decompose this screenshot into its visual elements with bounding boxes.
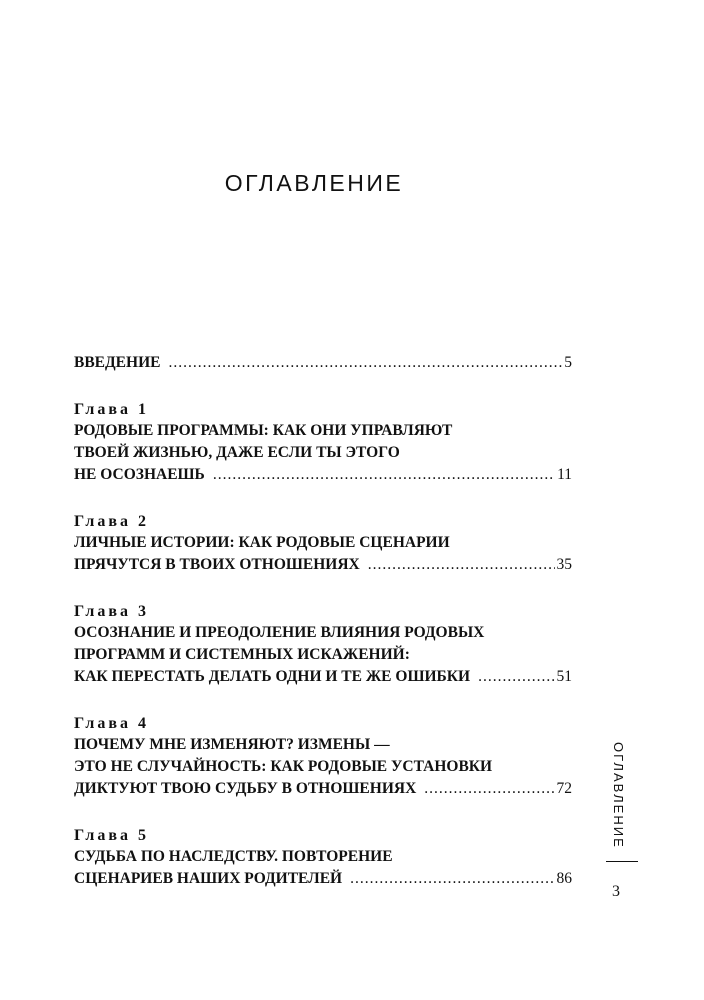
chapter-label: Глава 1	[74, 401, 149, 418]
dot-leader	[478, 666, 554, 688]
toc-entry-chapter-1	[74, 400, 572, 486]
page-number: 72	[556, 780, 572, 797]
toc-entry-line	[74, 352, 572, 374]
page-number: 51	[556, 668, 572, 685]
chapter-title-line: РОДОВЫЕ ПРОГРАММЫ: КАК ОНИ УПРАВЛЯЮТ	[74, 422, 453, 439]
running-head-rule	[606, 861, 638, 862]
toc-entry-line	[74, 554, 572, 576]
page-title: ОГЛАВЛЕНИЕ	[224, 170, 404, 196]
dot-leader	[368, 554, 555, 576]
running-head: ОГЛАВЛЕНИЕ	[611, 742, 626, 849]
chapter-title-line: ОСОЗНАНИЕ И ПРЕОДОЛЕНИЕ ВЛИЯНИЯ РОДОВЫХ	[74, 624, 485, 641]
toc-entry-line	[74, 666, 572, 688]
chapter-title-line: ЛИЧНЫЕ ИСТОРИИ: КАК РОДОВЫЕ СЦЕНАРИИ	[74, 534, 450, 551]
chapter-title-line: ТВОЕЙ ЖИЗНЬЮ, ДАЖЕ ЕСЛИ ТЫ ЭТОГО	[74, 444, 400, 461]
table-of-contents	[74, 352, 572, 890]
chapter-title-line: ДИКТУЮТ ТВОЮ СУДЬБУ В ОТНОШЕНИЯХ	[74, 780, 417, 797]
toc-entry-chapter-2	[74, 512, 572, 576]
toc-entry-line	[74, 868, 572, 890]
chapter-title-line: ПРЯЧУТСЯ В ТВОИХ ОТНОШЕНИЯХ	[74, 556, 360, 573]
toc-entry-title: ВВЕДЕНИЕ	[74, 354, 161, 371]
page-number: 11	[557, 466, 572, 483]
toc-entry-chapter-3	[74, 602, 572, 688]
toc-entry-line	[74, 464, 572, 486]
dot-leader	[168, 352, 562, 374]
chapter-label: Глава 2	[74, 513, 149, 530]
page-number: 5	[564, 354, 572, 371]
toc-entry-intro	[74, 352, 572, 374]
toc-entry-line	[74, 778, 572, 800]
folio-page-number: 3	[612, 883, 620, 900]
dot-leader	[350, 868, 554, 890]
chapter-title-line: ЭТО НЕ СЛУЧАЙНОСТЬ: КАК РОДОВЫЕ УСТАНОВКИ	[74, 758, 493, 775]
dot-leader	[213, 464, 555, 486]
toc-entry-chapter-4	[74, 714, 572, 800]
chapter-title-line: НЕ ОСОЗНАЕШЬ	[74, 466, 205, 483]
page-number: 35	[556, 556, 572, 573]
chapter-title-line: СЦЕНАРИЕВ НАШИХ РОДИТЕЛЕЙ	[74, 870, 343, 887]
chapter-label: Глава 5	[74, 827, 149, 844]
chapter-title-line: СУДЬБА ПО НАСЛЕДСТВУ. ПОВТОРЕНИЕ	[74, 848, 393, 865]
dot-leader	[424, 778, 554, 800]
chapter-title-line: КАК ПЕРЕСТАТЬ ДЕЛАТЬ ОДНИ И ТЕ ЖЕ ОШИБКИ	[74, 668, 471, 685]
toc-entry-chapter-5	[74, 826, 572, 890]
page-number: 86	[556, 870, 572, 887]
chapter-title-line: ПОЧЕМУ МНЕ ИЗМЕНЯЮТ? ИЗМЕНЫ —	[74, 736, 390, 753]
chapter-title-line: ПРОГРАММ И СИСТЕМНЫХ ИСКАЖЕНИЙ:	[74, 646, 410, 663]
chapter-label: Глава 4	[74, 715, 149, 732]
chapter-label: Глава 3	[74, 603, 149, 620]
